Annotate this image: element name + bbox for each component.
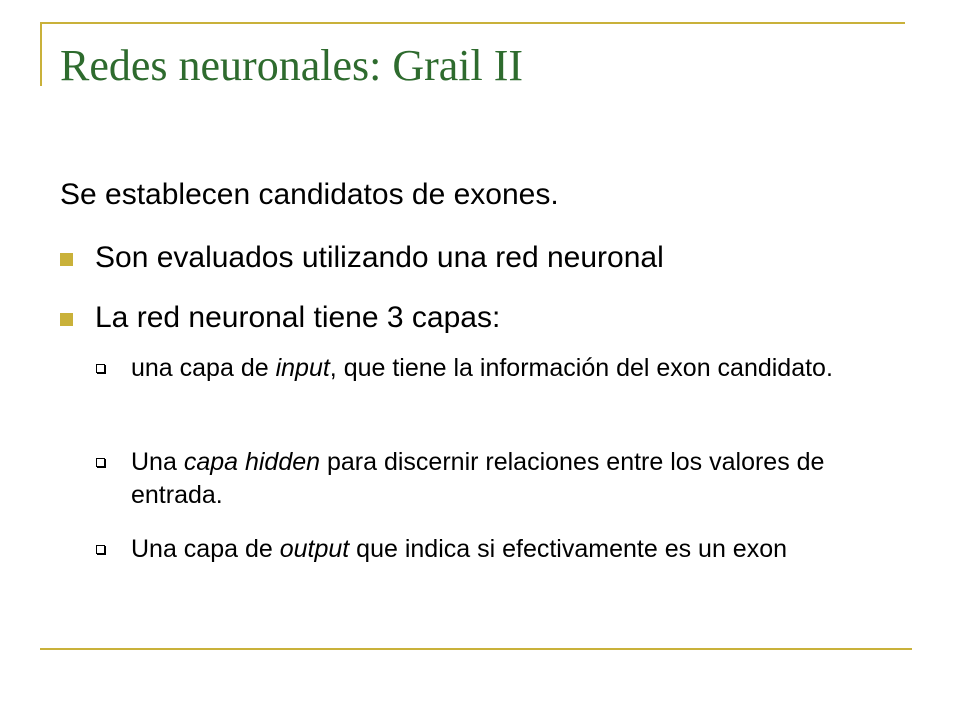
slide-title: Redes neuronales: Grail II	[60, 41, 524, 90]
sub-bullet-text: Una capa de output que indica si efectivamente es un exon	[131, 535, 788, 563]
sub-bullet-text: Una capa hidden para discernir relaciones entre los valores de entrada.	[131, 448, 825, 509]
sub-bullet-item	[96, 352, 896, 385]
left-rule	[40, 22, 42, 86]
intro-text: Se establecen candidatos de exones.	[60, 178, 559, 211]
sub-bullet-item	[96, 533, 896, 566]
bullet-text: Son evaluados utilizando una red neuronal	[95, 241, 664, 274]
sub-bullet-text: una capa de input, que tiene la información del exon candidato.	[131, 354, 833, 382]
hollow-square-bullet-icon	[96, 364, 105, 373]
hollow-square-bullet-icon	[96, 458, 105, 467]
sub-bullet-item	[96, 446, 896, 512]
bottom-rule	[40, 648, 912, 650]
square-bullet-icon	[60, 313, 73, 326]
top-rule	[40, 22, 905, 24]
bullet-text: La red neuronal tiene 3 capas:	[95, 301, 501, 334]
hollow-square-bullet-icon	[96, 545, 105, 554]
square-bullet-icon	[60, 253, 73, 266]
